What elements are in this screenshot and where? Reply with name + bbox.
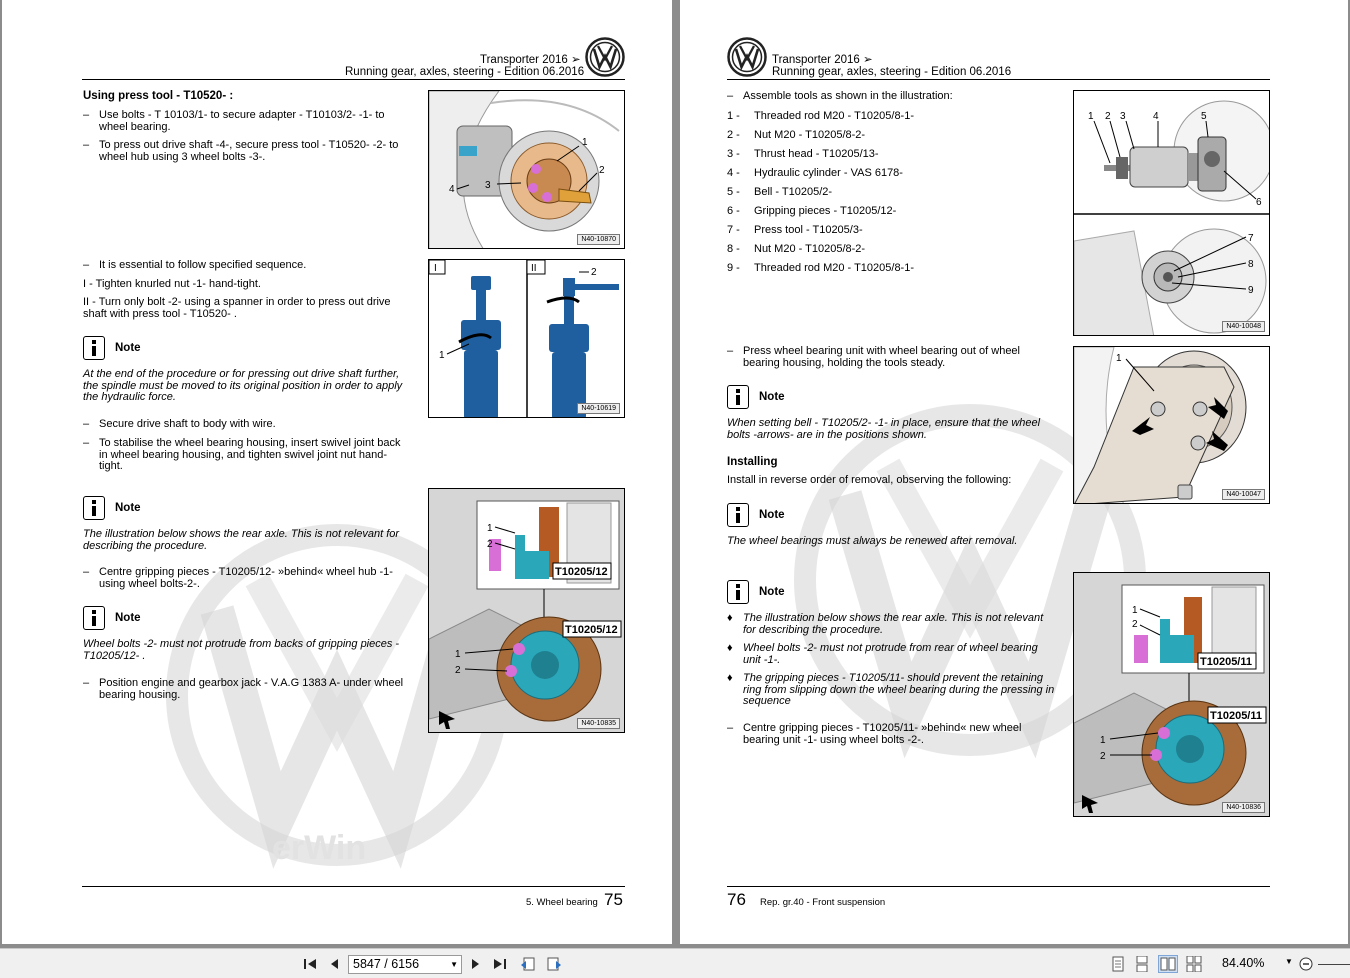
callout-1: 1: [1132, 605, 1138, 616]
go-forward-icon[interactable]: [544, 955, 564, 973]
first-page-icon[interactable]: [300, 955, 320, 973]
callout-2: 2: [455, 665, 461, 676]
tool-assembly-illustration: [1074, 91, 1270, 336]
note-list-item: ♦ Wheel bolts -2- must not protrude from rear of wheel bearing unit -1-.: [727, 642, 1038, 666]
callout-7: 7: [1248, 233, 1254, 244]
vw-logo-icon: [727, 37, 767, 77]
info-icon: [727, 580, 749, 604]
footer-rule: [82, 886, 625, 887]
figure-n40-10870: [428, 90, 625, 249]
tool-label: T10205/12: [565, 624, 618, 636]
callout-5: 5: [1201, 111, 1207, 122]
single-page-icon[interactable]: [1108, 955, 1128, 973]
note-label: Note: [759, 509, 785, 521]
bullet-item: – Use bolts - T 10103/1- to secure adapter - T10103/2- -1- to wheel bearing.: [83, 109, 385, 133]
bullet-item: – It is essential to follow specified sequence.: [83, 259, 307, 271]
callout-2: 2: [1105, 111, 1111, 122]
note-text: When setting bell - T10205/2- -1- in place, ensure that the wheel bolts -arrows- are in the positions shown.: [727, 417, 1041, 441]
note-label: Note: [759, 586, 785, 598]
parts-list-item: 3 - Thrust head - T10205/13-: [727, 148, 879, 160]
callout-1: 1: [1088, 111, 1094, 122]
info-icon: [83, 496, 105, 520]
bullet-item: – Press wheel bearing unit with wheel bearing out of wheel bearing housing, holding the tools steady.: [727, 345, 1020, 369]
parts-list-item: 1 - Threaded rod M20 - T10205/8-1-: [727, 110, 914, 122]
bullet-item: – Centre gripping pieces - T10205/12- »behind« wheel hub -1- using wheel bolts-2-.: [83, 566, 393, 590]
header-rule: [82, 79, 625, 80]
parts-list-item: 7 - Press tool - T10205/3-: [727, 224, 863, 236]
page-number-input[interactable]: [348, 955, 462, 974]
tool-label: T10205/11: [1200, 656, 1252, 668]
page-75: [2, 0, 672, 944]
figure-id: N40-10870: [577, 234, 620, 245]
facing-pages-icon[interactable]: [1158, 955, 1178, 973]
figure-id: N40-10047: [1222, 489, 1265, 500]
header-subtitle: Running gear, axles, steering - Edition 06.2016: [345, 66, 585, 78]
note-list-item: ♦ The gripping pieces - T10205/11- should prevent the retaining ring from slipping down the wheel bearing during the pressing in sequence: [727, 672, 1055, 707]
callout-3: 3: [485, 180, 491, 191]
figure-n40-10047: [1073, 346, 1270, 504]
footer-section: Rep. gr.40 - Front suspension: [760, 897, 886, 908]
bullet-item: – Assemble tools as shown in the illustration:: [727, 90, 953, 102]
note-box: [727, 385, 827, 409]
note-text: The illustration below shows the rear axle. This is not relevant for describing the procedure.: [83, 528, 400, 552]
panel-label: I: [434, 263, 437, 274]
tool-label: T10205/12: [555, 566, 608, 578]
section-title: Using press tool - T10520- :: [83, 90, 234, 102]
installing-title: Installing: [727, 456, 778, 468]
callout-1: 1: [487, 523, 493, 534]
page-number: 76: [727, 890, 746, 909]
viewer-toolbar: [0, 948, 1350, 978]
callout-1: 1: [1116, 353, 1122, 364]
bell-positioning-illustration: [1074, 347, 1270, 504]
figure-id: N40-10836: [1222, 802, 1265, 813]
note-label: Note: [115, 342, 141, 354]
note-box: [727, 503, 827, 527]
callout-9: 9: [1248, 285, 1254, 296]
note-text: Wheel bolts -2- must not protrude from backs of gripping pieces - T10205/12- .: [83, 638, 400, 662]
header-rule: [727, 79, 1270, 80]
continuous-icon[interactable]: [1132, 955, 1152, 973]
note-box: [727, 580, 827, 604]
figure-n40-10619: [428, 259, 625, 418]
continuous-facing-icon[interactable]: [1184, 955, 1204, 973]
figure-n40-10835: [428, 488, 625, 733]
step-i: I - Tighten knurled nut -1- hand-tight.: [83, 278, 261, 290]
header-title: Transporter 2016 ➢: [772, 54, 873, 66]
note-label: Note: [115, 502, 141, 514]
callout-1: 1: [1100, 735, 1106, 746]
next-page-icon[interactable]: [466, 955, 486, 973]
bullet-item: – Secure drive shaft to body with wire.: [83, 418, 276, 430]
note-box: [83, 496, 183, 520]
parts-list-item: 4 - Hydraulic cylinder - VAS 6178-: [727, 167, 903, 179]
note-label: Note: [759, 391, 785, 403]
bullet-item: – Position engine and gearbox jack - V.A.G 1383 A- under wheel bearing housing.: [83, 677, 404, 701]
header-subtitle: Running gear, axles, steering - Edition 06.2016: [772, 66, 1012, 78]
figure-id: N40-10048: [1222, 321, 1265, 332]
installing-text: Install in reverse order of removal, observing the following:: [727, 474, 1012, 486]
callout-1: 1: [439, 350, 445, 361]
bullet-item: – Centre gripping pieces - T10205/11- »behind« new wheel bearing unit -1- using wheel bolts -2-.: [727, 722, 1022, 746]
gripping-pieces-illustration: [429, 489, 625, 733]
vw-logo-icon: [585, 37, 625, 77]
callout-6: 6: [1256, 197, 1262, 208]
gripping-pieces-rear-illustration: [1074, 573, 1270, 817]
callout-3: 3: [1120, 111, 1126, 122]
figure-n40-10048: [1073, 90, 1270, 336]
parts-list-item: 2 - Nut M20 - T10205/8-2-: [727, 129, 866, 141]
callout-2: 2: [1132, 619, 1138, 630]
tool-label: T10205/11: [1210, 710, 1262, 722]
go-back-icon[interactable]: [518, 955, 538, 973]
zoom-level[interactable]: 84.40%: [1222, 956, 1265, 970]
parts-list-item: 8 - Nut M20 - T10205/8-2-: [727, 243, 866, 255]
callout-2: 2: [487, 539, 493, 550]
zoom-slider[interactable]: [1318, 964, 1350, 965]
callout-2: 2: [1100, 751, 1106, 762]
zoom-out-icon[interactable]: [1296, 955, 1316, 973]
parts-list-item: 6 - Gripping pieces - T10205/12-: [727, 205, 897, 217]
callout-4: 4: [1153, 111, 1159, 122]
callout-1: 1: [582, 137, 588, 148]
info-icon: [83, 336, 105, 360]
step-ii: II - Turn only bolt -2- using a spanner in order to press out drive shaft with press tool - T10520- .: [83, 296, 391, 320]
prev-page-icon[interactable]: [324, 955, 344, 973]
last-page-icon[interactable]: [490, 955, 510, 973]
chevron-down-icon[interactable]: ▼: [1285, 957, 1293, 966]
callout-2: 2: [591, 267, 597, 278]
note-label: Note: [115, 612, 141, 624]
figure-id: N40-10619: [577, 403, 620, 414]
info-icon: [83, 606, 105, 630]
hub-press-illustration: [429, 91, 625, 249]
footer-section: 5. Wheel bearing: [526, 897, 598, 908]
info-icon: [727, 385, 749, 409]
chevron-down-icon[interactable]: ▼: [450, 960, 458, 969]
bullet-item: – To press out drive shaft -4-, secure press tool - T10520- -2- to wheel hub using 3 wheel bolts -3-.: [83, 139, 399, 163]
note-box: [83, 606, 183, 630]
callout-2: 2: [599, 165, 605, 176]
figure-id: N40-10835: [577, 718, 620, 729]
callout-8: 8: [1248, 259, 1254, 270]
page-number: 75: [604, 890, 623, 909]
parts-list-item: 5 - Bell - T10205/2-: [727, 186, 833, 198]
press-tool-steps-illustration: [429, 260, 625, 418]
parts-list-item: 9 - Threaded rod M20 - T10205/8-1-: [727, 262, 914, 274]
info-icon: [727, 503, 749, 527]
header-title: Transporter 2016 ➢: [480, 54, 581, 66]
callout-4: 4: [449, 184, 455, 195]
watermark-brand: erWin: [272, 829, 367, 867]
page-76: [680, 0, 1348, 944]
note-box: [83, 336, 183, 360]
figure-n40-10836: [1073, 572, 1270, 817]
callout-1: 1: [455, 649, 461, 660]
note-text: The wheel bearings must always be renewed after removal.: [727, 535, 1018, 547]
page-indicator: 5847 / 6156: [353, 957, 420, 971]
footer-rule: [727, 886, 1270, 887]
note-list-item: ♦ The illustration below shows the rear axle. This is not relevant for describing the procedure.: [727, 612, 1044, 636]
bullet-item: – To stabilise the wheel bearing housing, insert swivel joint back in wheel bearing housing, and tighten swivel joint nut hand-tight.: [83, 437, 401, 472]
note-text: At the end of the procedure or for pressing out drive shaft further, the spindle must be moved to its original position in order to apply the hydraulic force.: [83, 368, 403, 403]
panel-label: II: [531, 263, 537, 274]
